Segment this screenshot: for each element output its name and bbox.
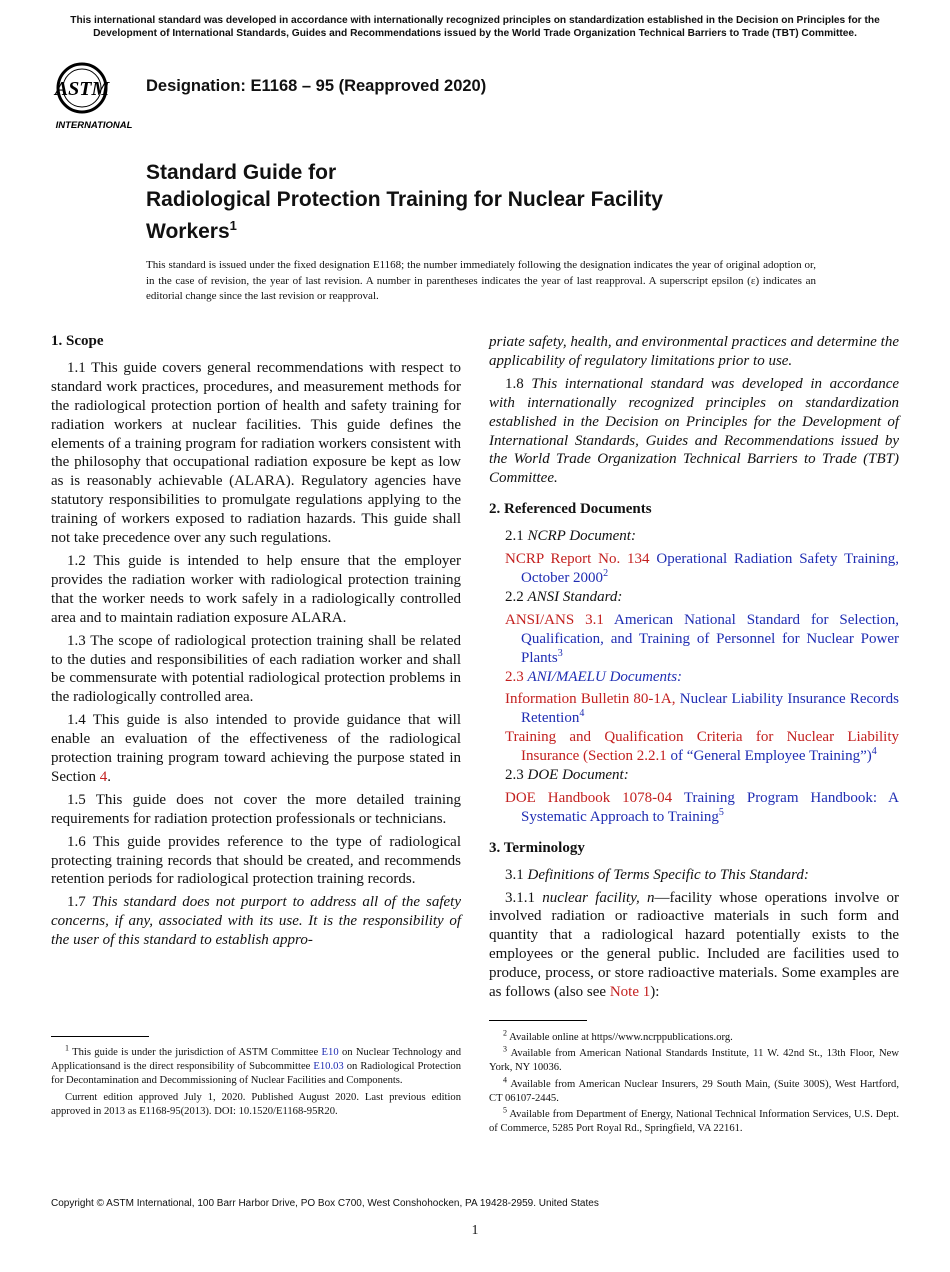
paragraph-1-4: 1.4 This guide is also intended to provide guidance that will enable an evaluation of the effectiveness of the radiological protection training program toward achieving the purpose stated in Section 4. [51, 712, 461, 785]
ref-training-qualification[interactable]: Training and Qualification Criteria for Nuclear Liability Insurance (Section 2.2.1 of “General Employee Training”)$^4$ [505, 729, 899, 765]
section-heading-referenced-documents: 2. Referenced Documents [489, 501, 652, 518]
title-footnote-ref[interactable]: 1 [229, 218, 237, 233]
ref-ansi-ans-3-1[interactable]: ANSI/ANS 3.1 American National Standard for Selection, Qualification, and Training of Personnel for Nuclear Power Plants$^3$ [505, 611, 899, 666]
paragraph-1-1: 1.1 This guide covers general recommendations with respect to standard work practices, procedures, and measurement methods for the radiological protection portion of health and safety training for radiation workers at nuclear facilities. This guide defines the elements of a training program for radiation workers consistent with the philosophy that occupational radiation exposure be kept as low as is reasonably achievable (ALARA). Regulatory agencies have statutory responsibilities to promulgate regulations applying to the training of workers exposed to radiation hazards. This guide shall not take precedence over any such regulations. [51, 359, 461, 547]
ref-ncrp-134[interactable]: NCRP Report No. 134 Operational Radiation Safety Training, October 2000$^2$ [505, 551, 899, 586]
page-number: 1 [471, 1222, 479, 1237]
footnote-4: $^4$ Available from American Nuclear Insurers, 29 South Main, (Suite 300S), West Hartford, CT 06107-2445. [489, 1075, 899, 1104]
footnote-5: $^5$ Available from Department of Energy, National Technical Information Services, U.S. Dept. of Commerce, 5285 Port Royal Rd., Springfield, VA 22161. [489, 1105, 899, 1135]
ref-2-3-ani: 2.3 ANI/MAELU Documents: [505, 668, 683, 685]
paragraph-1-3: 1.3 The scope of radiological protection training shall be related to the duties and responsibilities of each radiation worker and shall be commensurate with potential radiological protection problems in the radiologically controlled area. [51, 632, 461, 706]
paragraph-1-7-continued: priate safety, health, and environmental practices and determine the applicability of regulatory limitations prior to use. [489, 334, 899, 369]
paragraph-1-8: 1.8 This international standard was developed in accordance with internationally recognized principles on standardization established in the Decision on Principles for the Development of International Standards, Guides and Recommendations issued by the World Trade Organization Technical Barriers to Trade (TBT) Committee. [489, 375, 900, 487]
paragraph-1-7: 1.7 This standard does not purport to address all of the safety concerns, if any, associated with its use. It is the responsibility of the user of this standard to establish appro- [51, 894, 462, 949]
right-column [489, 333, 899, 1006]
footnotes-right [489, 1028, 899, 1138]
ref-information-bulletin[interactable]: Information Bulletin 80-1A, Nuclear Liability Insurance Records Retention$^4$ [505, 691, 900, 727]
document-title [146, 160, 846, 246]
tbt-notice: This international standard was developed in accordance with internationally recognized principles on standardization established in the Decision on Principles for the Development of International Standards, Guides and Recommendations issued by the World Trade Organization Technical Barriers to Trade (TBT) Committee. [70, 15, 880, 39]
left-column [51, 332, 461, 954]
term-3-1: 3.1 Definitions of Terms Specific to This Standard: [505, 866, 809, 883]
title-line-2: Radiological Protection Training for Nuclear Facility [146, 187, 663, 211]
ref-2-1: 2.1 NCRP Document: [505, 528, 636, 545]
paragraph-1-6: 1.6 This guide provides reference to the type of radiological protecting training records that should be created, and recommends retention periods for radiological protection training records. [51, 833, 461, 888]
footnote-3: $^3$ Available from American National Standards Institute, 11 W. 42nd St., 13th Floor, New York, NY 10036. [489, 1044, 899, 1074]
section-heading-scope: 1. Scope [51, 333, 104, 349]
note-1-link[interactable]: Note 1 [609, 984, 651, 1001]
paragraph-1-5: 1.5 This guide does not cover the more detailed training requirements for radiation protection professionals or technicians. [51, 791, 461, 827]
subcommittee-e10-03-link[interactable]: E10.03 [313, 1061, 344, 1073]
designation: Designation: E1168 – 95 (Reapproved 2020) [146, 77, 487, 95]
committee-e10-link[interactable]: E10 [321, 1047, 339, 1058]
svg-text:ASTM: ASTM [54, 78, 110, 100]
section-heading-terminology: 3. Terminology [489, 839, 585, 856]
logo-caption: INTERNATIONAL [55, 120, 133, 130]
ref-2-3-doe: 2.3 DOE Document: [505, 767, 629, 784]
footnote-1: $^1$ This guide is under the jurisdiction of ASTM Committee E10 on Nuclear Technology and Applicationsand is the direct responsibility of Subcommittee E10.03 on Radiological Protection for Decontamination and Decommissioning of Nuclear Facilities and Components. [51, 1043, 462, 1087]
title-line-1: Standard Guide for [146, 161, 337, 184]
section-4-link[interactable]: 4 [99, 768, 108, 785]
paragraph-1-2: 1.2 This guide is intended to help ensure that the employer provides the radiation worker with radiological protection training that the worker needs to work safely in a radiologically controlled area and to maintain radiation exposure ALARA. [51, 552, 461, 626]
footnote-rule-left [51, 1036, 149, 1037]
ref-2-2: 2.2 ANSI Standard: [505, 588, 623, 605]
term-3-1-1: 3.1.1 nuclear facility, n—facility whose operations involve or involved radiation or radioactive materials in such form and quantity that a radiological hazard potentially exists to the employees or the general public. Included are facilities used to produce, process, or store radioactive materials. Some examples are as follows (also see Note 1): [489, 889, 899, 1001]
title-line-3: Workers [146, 220, 230, 243]
edition-note: Current edition approved July 1, 2020. Published August 2020. Last previous edition approved in 2013 as E1168-95(2013). DOI: 10.1520/E1168-95R20. [51, 1091, 461, 1117]
footnotes-left [51, 1043, 462, 1121]
copyright-line: Copyright © ASTM International, 100 Barr Harbor Drive, PO Box C700, West Conshohocken, PA 19428-2959. United States [51, 1198, 599, 1209]
issuance-note: This standard is issued under the fixed designation E1168; the number immediately following the designation indicates the year of original adoption or, in the case of revision, the year of last revision. A number in parentheses indicates the year of last reapproval. A superscript epsilon (ε) indicates an editorial change since the last revision or reapproval. [146, 259, 816, 302]
footnote-2: $^2$ Available online at https//www.ncrppublications.org. [503, 1028, 733, 1043]
ref-doe-handbook[interactable]: DOE Handbook 1078-04 Training Program Handbook: A Systematic Approach to Training$^5$ [505, 789, 899, 825]
footnote-rule-right [489, 1020, 587, 1021]
astm-logo-icon [52, 58, 136, 130]
